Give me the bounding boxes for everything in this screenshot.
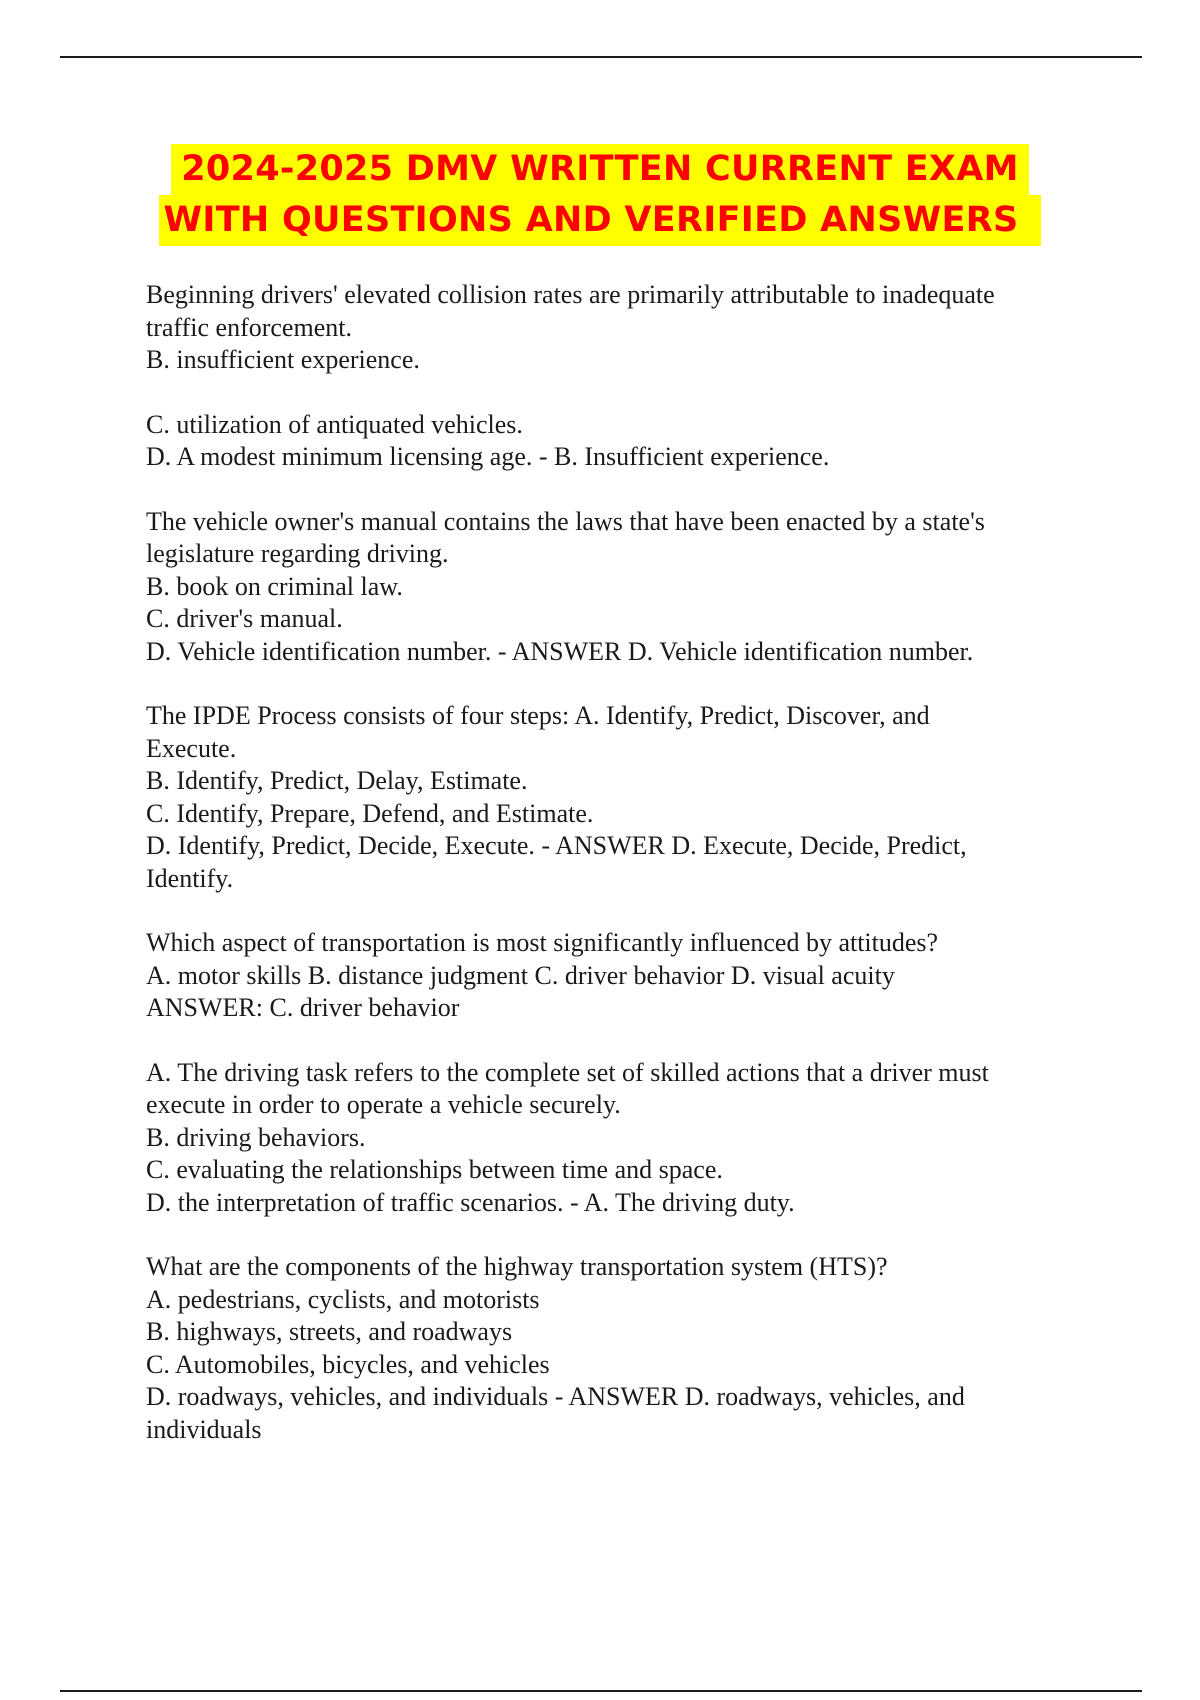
option-line: B. insufficient experience. xyxy=(146,345,420,374)
question-line: The IPDE Process consists of four steps: A. Identify, Predict, Discover, and xyxy=(146,701,930,730)
question-line: traffic enforcement. xyxy=(146,312,352,342)
question-5 xyxy=(146,1057,1086,1220)
answer-line: D. Vehicle identification number. - ANSWER D. Vehicle identification number. xyxy=(146,636,974,666)
top-rule xyxy=(60,56,1142,58)
option-line: B. highways, streets, and roadways xyxy=(146,1317,513,1346)
option-line: C. utilization of antiquated vehicles. xyxy=(146,409,523,439)
answer-line: D. the interpretation of traffic scenarios. - A. The driving duty. xyxy=(146,1187,795,1217)
answer-line: D. roadways, vehicles, and individuals - ANSWER D. roadways, vehicles, and xyxy=(146,1382,965,1411)
question-2 xyxy=(146,506,1086,669)
question-3 xyxy=(146,700,1086,895)
option-line: C. Identify, Prepare, Defend, and Estimate. xyxy=(146,798,594,828)
option-line: A. pedestrians, cyclists, and motorists xyxy=(146,1284,540,1314)
question-line: The vehicle owner's manual contains the laws that have been enacted by a state's xyxy=(146,506,985,536)
question-line: What are the components of the highway transportation system (HTS)? xyxy=(146,1252,888,1281)
bottom-rule xyxy=(60,1690,1142,1692)
question-list xyxy=(146,279,1086,1478)
question-line: legislature regarding driving. xyxy=(146,539,449,568)
option-line: B. driving behaviors. xyxy=(146,1122,366,1152)
question-1 xyxy=(146,279,1086,474)
option-line: C. driver's manual. xyxy=(146,604,343,633)
answer-line: ANSWER: C. driver behavior xyxy=(146,993,460,1022)
document-title xyxy=(0,144,1200,246)
title-line-2: WITH QUESTIONS AND VERIFIED ANSWERS xyxy=(159,195,1040,246)
option-line: C. Automobiles, bicycles, and vehicles xyxy=(146,1349,550,1379)
title-line-1: 2024-2025 DMV WRITTEN CURRENT EXAM xyxy=(171,144,1029,195)
option-line: A. motor skills B. distance judgment C. driver behavior D. visual acuity xyxy=(146,960,895,990)
option-line: C. evaluating the relationships between time and space. xyxy=(146,1155,723,1184)
answer-line: Identify. xyxy=(146,863,234,893)
question-line: execute in order to operate a vehicle securely. xyxy=(146,1090,621,1119)
question-6 xyxy=(146,1251,1086,1446)
option-line: B. Identify, Predict, Delay, Estimate. xyxy=(146,766,528,795)
question-line: A. The driving task refers to the complete set of skilled actions that a driver must xyxy=(146,1057,989,1087)
answer-line: individuals xyxy=(146,1414,262,1444)
question-line: Execute. xyxy=(146,733,237,763)
question-line: Beginning drivers' elevated collision rates are primarily attributable to inadequate xyxy=(146,280,995,309)
option-line: B. book on criminal law. xyxy=(146,571,403,601)
answer-line: D. A modest minimum licensing age. - B. Insufficient experience. xyxy=(146,442,830,471)
question-line: Which aspect of transportation is most significantly influenced by attitudes? xyxy=(146,928,939,957)
answer-line: D. Identify, Predict, Decide, Execute. - ANSWER D. Execute, Decide, Predict, xyxy=(146,831,967,860)
question-4 xyxy=(146,927,1086,1025)
